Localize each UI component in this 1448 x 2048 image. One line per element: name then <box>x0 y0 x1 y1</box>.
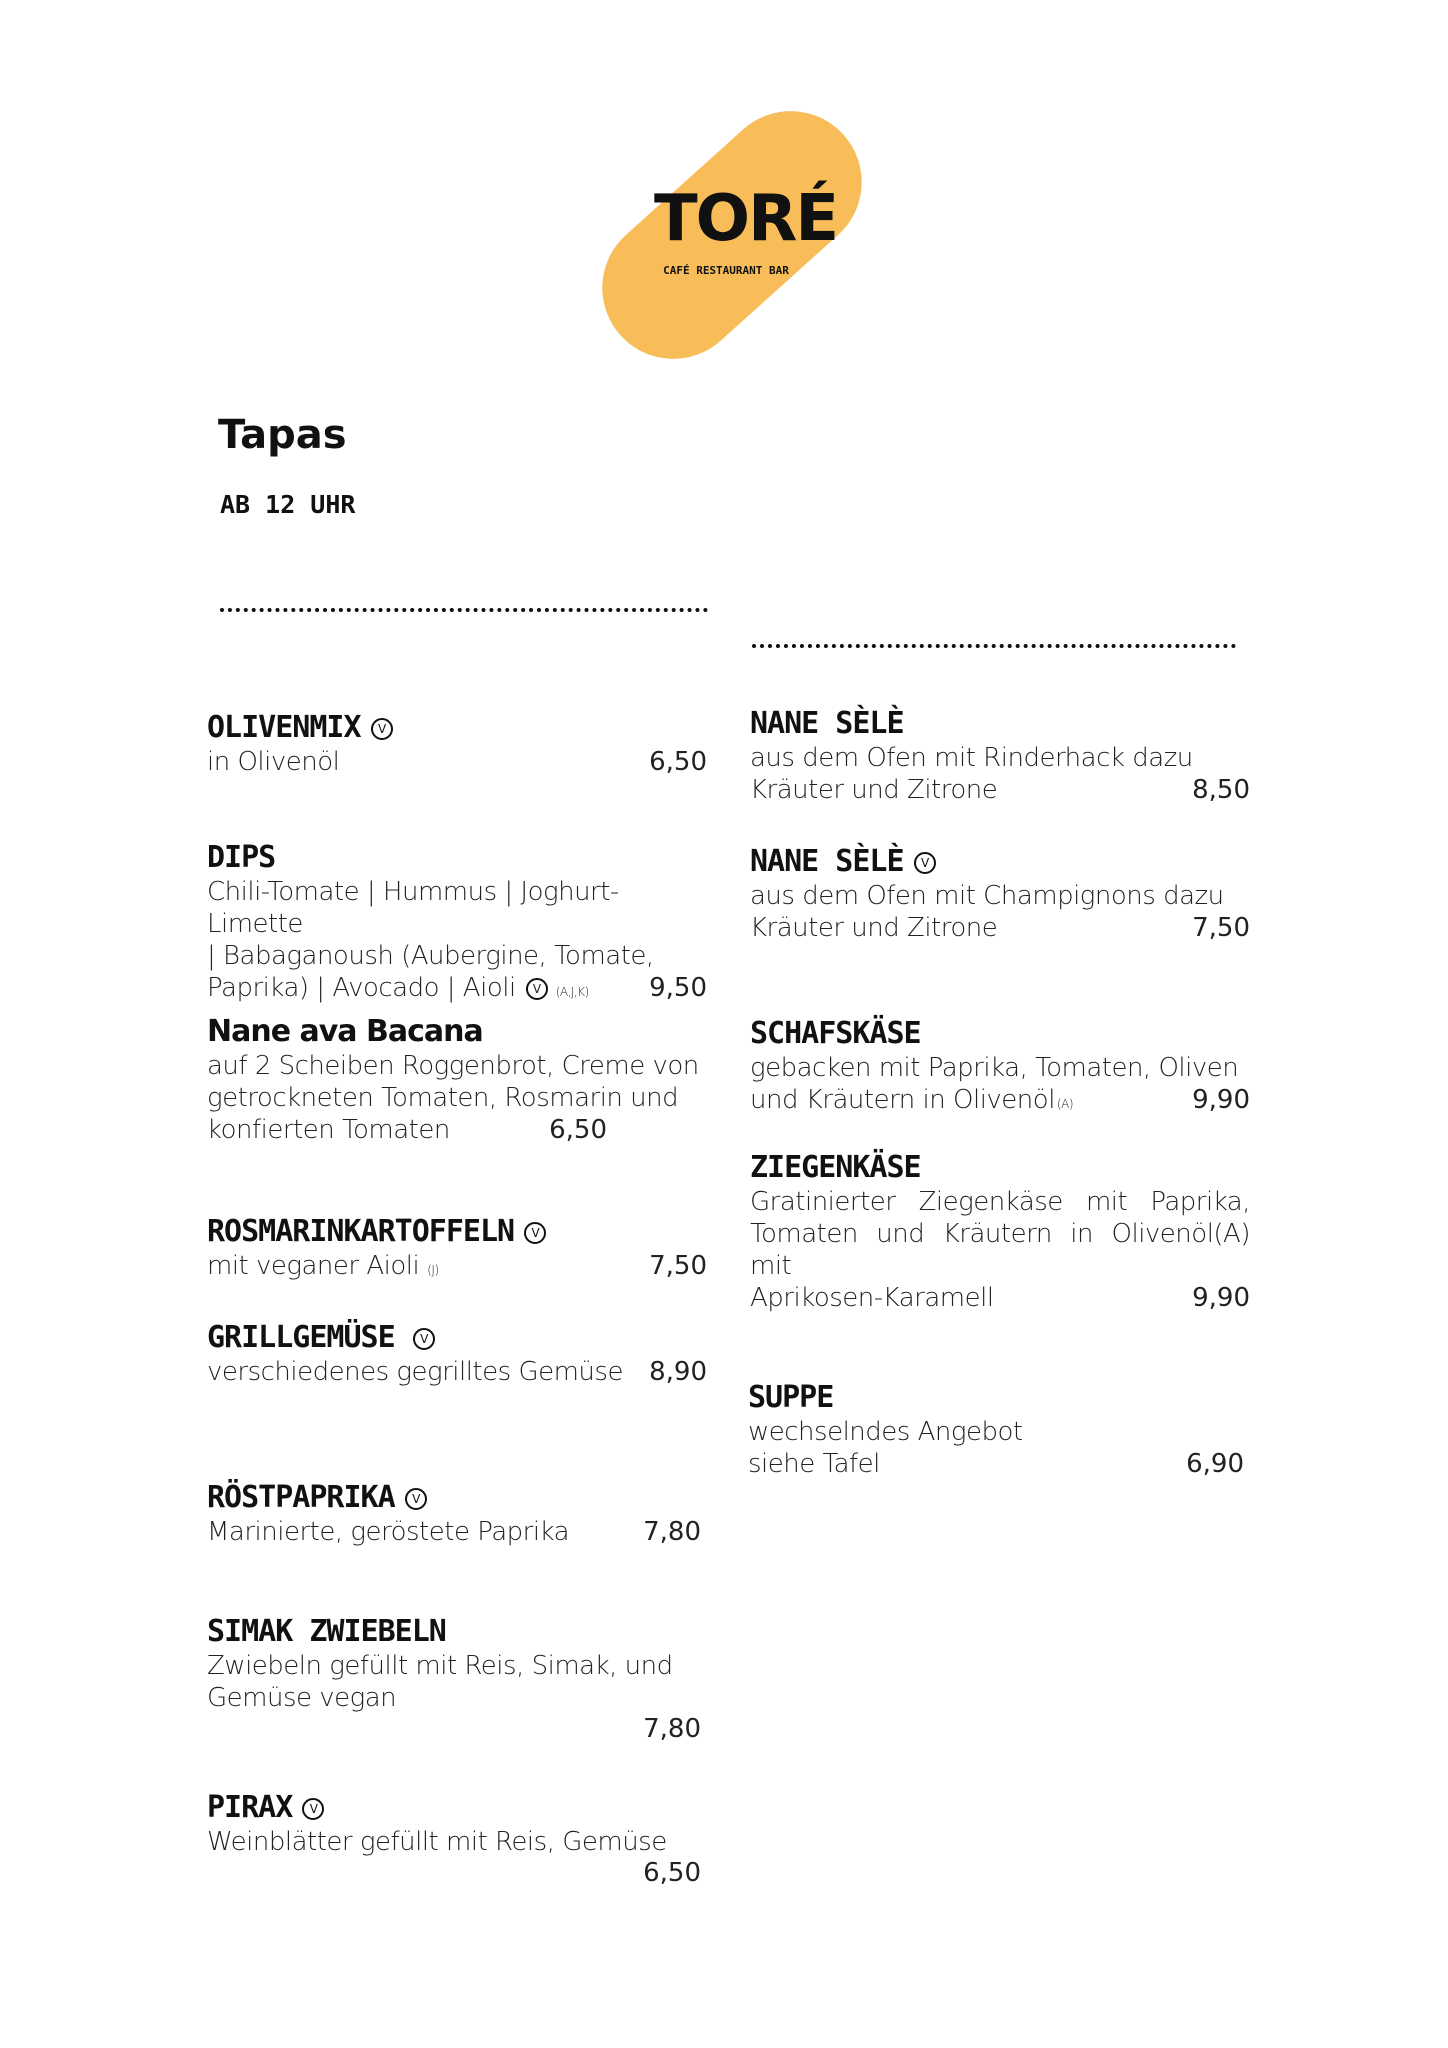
item-price: 7,80 <box>643 1517 701 1547</box>
item-name: SCHAFSKÄSE <box>750 1016 921 1051</box>
menu-item-simak-zwiebeln <box>207 1614 701 1744</box>
item-description: wechselndes Angebot <box>748 1417 1023 1447</box>
item-description: und Kräutern in Olivenöl <box>750 1085 1055 1115</box>
vegan-icon: V <box>371 718 393 740</box>
allergen-note: (A,J,K) <box>555 985 589 999</box>
vegan-icon: V <box>914 852 936 874</box>
menu-item-dips <box>207 840 707 1008</box>
item-name: Nane ava Bacana <box>207 1014 483 1049</box>
vegan-icon: V <box>413 1328 435 1350</box>
item-description: Paprika) | Avocado | Aioli <box>207 973 516 1003</box>
item-name: SUPPE <box>748 1380 834 1415</box>
item-description: aus dem Ofen mit Champignons dazu <box>750 881 1224 911</box>
menu-item-suppe <box>748 1380 1244 1480</box>
item-price: 6,90 <box>1186 1449 1244 1479</box>
item-price: 6,50 <box>649 747 707 777</box>
menu-item-olivenmix <box>207 710 707 778</box>
item-description: Marinierte, geröstete Paprika <box>207 1517 570 1547</box>
menu-item-nane-sele-rind <box>750 706 1250 806</box>
item-description: Chili-Tomate | Hummus | Joghurt-Limette <box>207 877 619 939</box>
item-name: OLIVENMIX <box>207 710 361 745</box>
item-description: auf 2 Scheiben Roggenbrot, Creme von <box>207 1051 699 1081</box>
item-description: | Babaganoush (Aubergine, Tomate, <box>207 941 654 971</box>
item-description: Kräuter und Zitrone <box>750 913 998 943</box>
menu-item-rosmarinkartoffeln <box>207 1214 707 1286</box>
item-description: in Olivenöl <box>207 747 340 777</box>
vegan-icon: V <box>524 1222 546 1244</box>
item-description: Gemüse vegan <box>207 1683 397 1713</box>
item-description: Zwiebeln gefüllt mit Reis, Simak, und <box>207 1651 673 1681</box>
page-title: Tapas <box>218 412 347 458</box>
item-description: Gratinierter Ziegenkäse mit Paprika, <box>750 1187 1250 1217</box>
item-name: ZIEGENKÄSE <box>750 1150 921 1185</box>
item-description: Aprikosen-Karamell <box>750 1283 994 1313</box>
item-price: 8,90 <box>649 1357 707 1387</box>
item-price: 9,50 <box>649 973 707 1003</box>
item-name: PIRAX <box>207 1790 293 1825</box>
item-description: konfierten Tomaten <box>207 1115 450 1145</box>
allergen-note: (A) <box>1056 1097 1073 1111</box>
item-name: DIPS <box>207 840 276 875</box>
item-price: 7,50 <box>649 1251 707 1281</box>
menu-item-pirax <box>207 1790 701 1888</box>
item-description: Weinblätter gefüllt mit Reis, Gemüse <box>207 1827 667 1857</box>
divider-right <box>752 644 1236 648</box>
item-price: 9,90 <box>1192 1085 1250 1115</box>
item-name: ROSMARINKARTOFFELN <box>207 1214 515 1249</box>
vegan-icon: V <box>302 1798 324 1820</box>
menu-item-ziegenkaese <box>750 1150 1250 1314</box>
item-price: 6,50 <box>643 1858 701 1888</box>
item-name: RÖSTPAPRIKA <box>207 1480 395 1515</box>
item-description: getrockneten Tomaten, Rosmarin und <box>207 1083 679 1113</box>
vegan-icon: V <box>526 978 548 1000</box>
logo-tagline: CAFÉ RESTAURANT BAR <box>663 264 789 277</box>
item-description: aus dem Ofen mit Rinderhack dazu <box>750 743 1193 773</box>
item-name: GRILLGEMÜSE <box>207 1320 395 1355</box>
logo <box>582 92 874 362</box>
page-subtitle: AB 12 UHR <box>220 490 356 519</box>
menu-item-nane-sele-champignons <box>750 844 1250 944</box>
item-price: 9,90 <box>1192 1283 1250 1313</box>
menu-item-grillgemuese <box>207 1320 707 1388</box>
allergen-note: (J) <box>427 1263 439 1277</box>
item-price: 6,50 <box>549 1115 607 1145</box>
menu-item-roestpaprika <box>207 1480 701 1548</box>
item-name: NANE SÈLÈ <box>750 844 904 879</box>
item-description: Kräuter und Zitrone <box>750 775 998 805</box>
item-price: 8,50 <box>1192 775 1250 805</box>
menu-item-nane-ava-bacana <box>207 1014 699 1146</box>
item-name: NANE SÈLÈ <box>750 706 904 741</box>
item-description: verschiedenes gegrilltes Gemüse <box>207 1357 623 1387</box>
menu-item-schafskaese <box>750 1016 1250 1120</box>
item-price: 7,50 <box>1192 913 1250 943</box>
item-price: 7,80 <box>643 1714 701 1744</box>
divider-left <box>220 608 708 612</box>
item-name: SIMAK ZWIEBELN <box>207 1614 446 1649</box>
vegan-icon: V <box>405 1488 427 1510</box>
item-description: gebacken mit Paprika, Tomaten, Oliven <box>750 1053 1239 1083</box>
item-description: Tomaten und Kräutern in Olivenöl(A) mit <box>750 1219 1250 1281</box>
logo-brand: TORÉ <box>654 182 838 256</box>
item-description: siehe Tafel <box>748 1449 880 1479</box>
item-description: mit veganer Aioli <box>207 1251 420 1281</box>
